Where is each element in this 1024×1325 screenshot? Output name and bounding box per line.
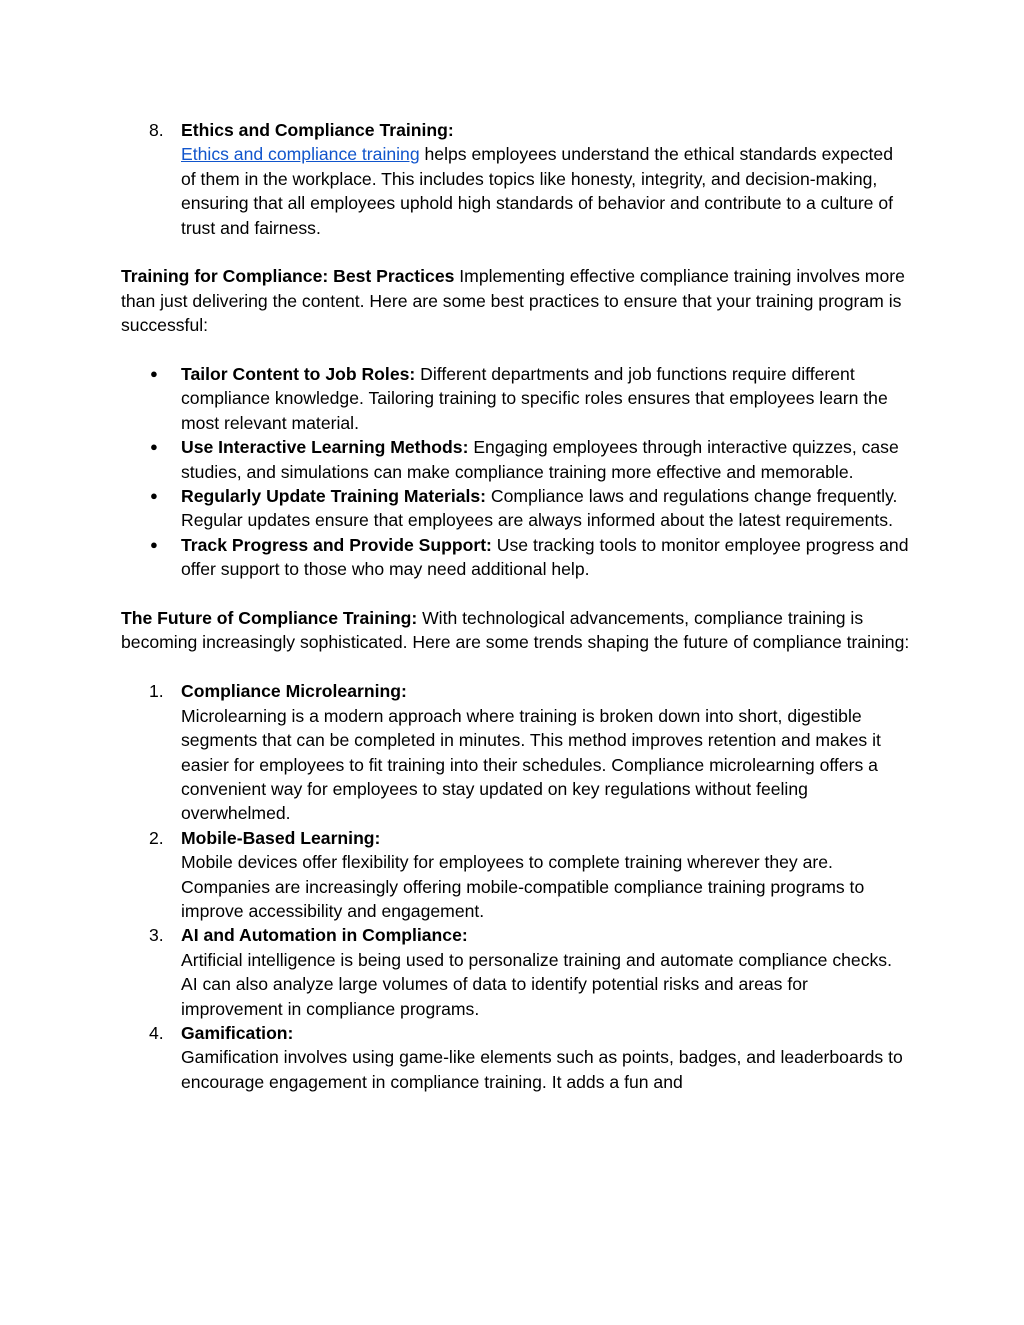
bullet-item bbox=[121, 362, 911, 435]
item-title: AI and Automation in Compliance: bbox=[181, 925, 468, 946]
bullet-text: Compliance laws and regulations change frequently. Regular updates ensure that employees are always informed about the latest requirements. bbox=[181, 486, 898, 531]
list-number: 8. bbox=[149, 120, 164, 140]
list-number: 4. bbox=[149, 1022, 164, 1043]
bullet-text: Engaging employees through interactive quizzes, case studies, and simulations can make compliance training more effective and memorable. bbox=[181, 437, 899, 482]
spacer bbox=[121, 582, 911, 606]
item-title: Mobile-Based Learning: bbox=[181, 827, 381, 848]
bullet-icon: ● bbox=[150, 439, 158, 455]
list-number: 3. bbox=[149, 925, 164, 946]
bullet-icon: ● bbox=[150, 488, 158, 504]
numbered-item bbox=[121, 826, 911, 924]
best-practices-intro: Implementing effective compliance training involves more than just delivering the content. Here are some best practices to ensure that your training program is successful: bbox=[121, 266, 905, 336]
item-body: helps employees understand the ethical standards expected of them in the workplace. This includes topics like honesty, integrity, and decision-making, ensuring that all employees uphold high standards of behavior and contribute to a culture of trust and fairness. bbox=[181, 144, 894, 238]
document-page bbox=[121, 118, 911, 1094]
future-intro: With technological advancements, compliance training is becoming increasingly sophisticated. Here are some trends shaping the future of compliance training: bbox=[121, 608, 910, 653]
numbered-item bbox=[121, 923, 911, 1021]
item-title: Compliance Microlearning: bbox=[181, 681, 407, 702]
item-body: Mobile devices offer flexibility for employees to complete training wherever they are. Companies are increasingly offering mobile-compatible compliance training programs to improve accessibility and engagement. bbox=[181, 852, 865, 921]
item-title: Gamification: bbox=[181, 1022, 294, 1043]
bullet-item bbox=[121, 484, 911, 533]
bullet-title: Track Progress and Provide Support: bbox=[181, 534, 492, 555]
future-list bbox=[121, 679, 911, 1094]
numbered-item bbox=[121, 1021, 911, 1094]
best-practices-list bbox=[121, 362, 911, 582]
spacer bbox=[121, 655, 911, 679]
item-body: Gamification involves using game-like elements such as points, badges, and leaderboards to encourage engagement in compliance training. It adds a fun and bbox=[181, 1047, 903, 1092]
list-number: 2. bbox=[149, 827, 164, 848]
item-body: Artificial intelligence is being used to personalize training and automate compliance checks. AI can also analyze large volumes of data to identify potential risks and areas for improvement in compliance programs. bbox=[181, 949, 892, 1019]
best-practices-heading: Training for Compliance: Best Practices bbox=[121, 266, 455, 287]
bullet-title: Tailor Content to Job Roles: bbox=[181, 364, 416, 385]
item-body: Microlearning is a modern approach where training is broken down into short, digestible segments that can be completed in minutes. This method improves retention and makes it easier for employees to fit training into their schedules. Compliance microlearning offers a convenient way for employees to stay updated on key regulations without feeling overwhelmed. bbox=[181, 705, 881, 824]
bullet-item bbox=[121, 533, 911, 582]
ethics-training-link[interactable]: Ethics and compliance training bbox=[181, 144, 420, 165]
item-title: Ethics and Compliance Training: bbox=[181, 120, 454, 140]
bullet-text: Use tracking tools to monitor employee progress and offer support to those who may need additional help. bbox=[181, 534, 909, 580]
bullet-title: Regularly Update Training Materials: bbox=[181, 486, 487, 507]
bullet-text: Different departments and job functions require different compliance knowledge. Tailoring training to specific roles ensures that employees learn the most relevant material. bbox=[181, 364, 888, 433]
bullet-icon: ● bbox=[150, 366, 158, 382]
spacer bbox=[121, 338, 911, 362]
future-paragraph bbox=[121, 606, 911, 655]
bullet-item bbox=[121, 435, 911, 484]
spacer bbox=[121, 240, 911, 264]
future-heading: The Future of Compliance Training: bbox=[121, 608, 418, 629]
numbered-item bbox=[121, 679, 911, 825]
list-number: 1. bbox=[149, 681, 164, 702]
bullet-icon: ● bbox=[150, 536, 158, 552]
best-practices-paragraph bbox=[121, 264, 911, 337]
list-item-ethics bbox=[121, 118, 911, 240]
bullet-title: Use Interactive Learning Methods: bbox=[181, 437, 469, 458]
